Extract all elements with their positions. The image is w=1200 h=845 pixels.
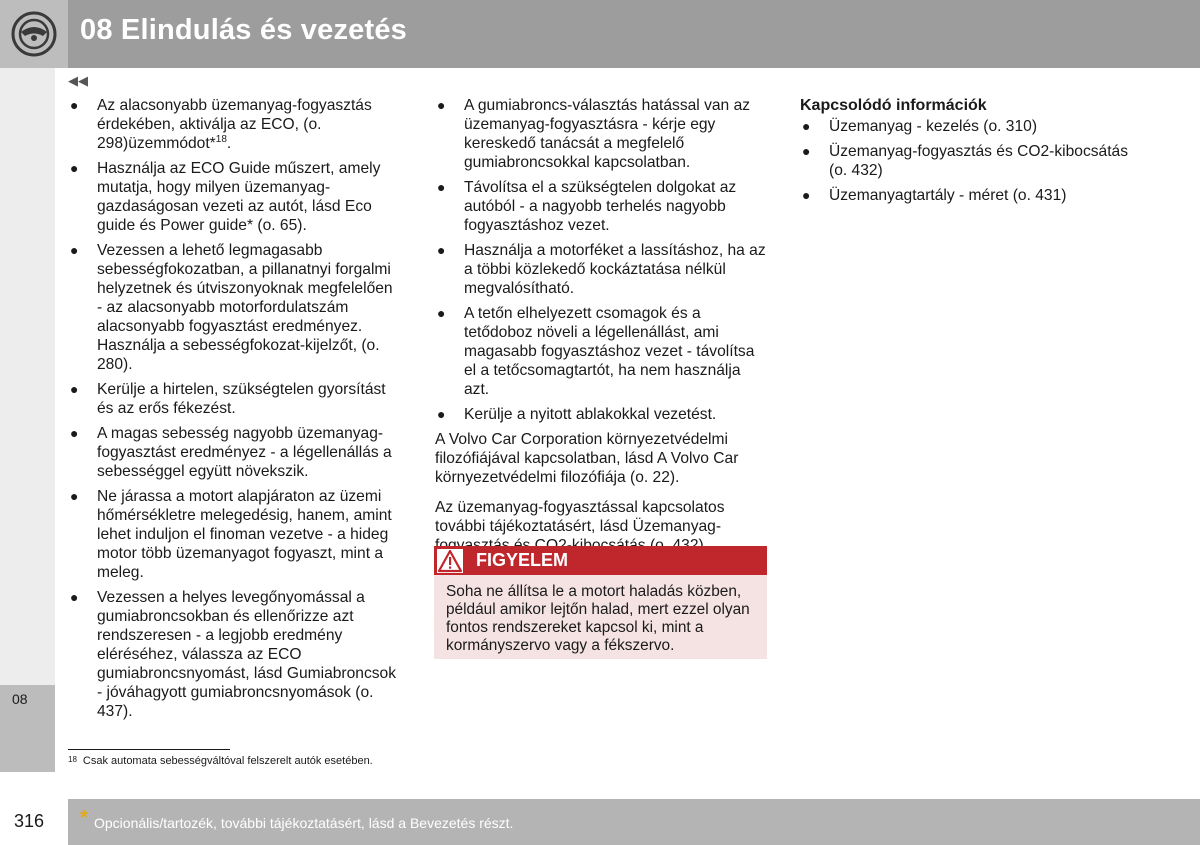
- bullet-text: Kerülje a hirtelen, szükségtelen gyorsítást és az erős fékezést.: [97, 381, 386, 417]
- bullet-text: A gumiabroncs-választás hatással van az üzemanyag-fogyasztásra - kérje egy kereskedő tanácsát a megfelelő gumiabroncsokkal kapcsolatban.: [464, 97, 751, 171]
- footnote-divider: [68, 749, 230, 750]
- footer-star: *: [80, 807, 88, 829]
- tips-list-middle: [435, 96, 767, 424]
- list-item: [435, 304, 767, 399]
- bullet-icon: ●: [70, 589, 79, 605]
- bullet-text: Kerülje a nyitott ablakokkal vezetést.: [464, 406, 717, 423]
- bullet-icon: ●: [802, 187, 811, 203]
- column-middle: [435, 96, 767, 566]
- chapter-tab-label: 08: [12, 691, 28, 707]
- bullet-icon: ●: [437, 305, 446, 321]
- bullet-icon: ●: [70, 381, 79, 397]
- footnote-ref[interactable]: 18: [215, 133, 227, 145]
- list-item: [68, 588, 398, 721]
- bullet-icon: ●: [70, 425, 79, 441]
- warning-icon-box: [437, 549, 463, 573]
- bullet-text: Az alacsonyabb üzemanyag-fogyasztás érdekében, aktiválja az ECO, (o. 298)üzemmódot*: [97, 97, 372, 152]
- warning-title: FIGYELEM: [476, 550, 569, 570]
- list-item: [68, 424, 398, 481]
- bullet-icon: ●: [437, 242, 446, 258]
- column-left: [68, 96, 398, 727]
- paragraph-environment: A Volvo Car Corporation környezetvédelmi filozófiájával kapcsolatban, lásd A Volvo Car környezetvédelmi filozófiája (o. 22).: [435, 431, 739, 486]
- related-link-item: [800, 186, 1130, 205]
- warning-header: [434, 546, 767, 575]
- page-header: [0, 0, 1200, 68]
- bullet-icon: ●: [802, 143, 811, 159]
- related-link[interactable]: Üzemanyag-fogyasztás és CO2-kibocsátás (o. 432): [829, 143, 1129, 179]
- related-info-heading: Kapcsolódó információk: [800, 97, 987, 114]
- related-link-item: [800, 142, 1130, 180]
- chapter-icon-box: [0, 0, 68, 68]
- warning-box: [434, 546, 767, 659]
- footer-text: Opcionális/tartozék, további tájékoztatásért, lásd a Bevezetés részt.: [94, 815, 514, 831]
- bullet-text: Távolítsa el a szükségtelen dolgokat az autóból - a nagyobb terhelés nagyobb fogyasztáshoz vezet.: [464, 179, 737, 234]
- related-link-item: [800, 117, 1130, 136]
- footnote-text: Csak automata sebességváltóval felszerelt autók esetében.: [82, 755, 373, 767]
- bullet-text: Vezessen a helyes levegőnyomással a gumiabroncsokban és ellenőrizze azt rendszeresen - a legjobb eredmény eléréséhez, válassza az ECO gumiabroncsnyomást, lásd Gumiabroncsok - jóváhagyott gumiabroncsnyomások (o. 437).: [97, 589, 397, 720]
- column-right: [800, 96, 1130, 211]
- bullet-text: Vezessen a lehető legmagasabb sebességfokozatban, a pillanatnyi forgalmi helyzetnek és útviszonyoknak megfelelően - az alacsonyabb motorfordulatszám alacsonyabb fogyasztást eredményez. Használja a sebességfokozat-kijelzőt, (o. 280).: [97, 242, 393, 373]
- related-link[interactable]: Üzemanyagtartály - méret (o. 431): [829, 187, 1067, 204]
- warning-triangle-icon: [437, 549, 463, 573]
- bullet-icon: ●: [437, 97, 446, 113]
- warning-text: Soha ne állítsa le a motort haladás közben, például amikor lejtőn halad, mert ezzel olyan fontos rendszereket kapcsol ki, mint a kormányszervo vagy a fékszervo.: [446, 583, 750, 654]
- bullet-icon: ●: [802, 118, 811, 134]
- bullet-icon: ●: [70, 488, 79, 504]
- list-item: [435, 178, 767, 235]
- list-item: [435, 241, 767, 298]
- back-arrows-icon[interactable]: ◀◀: [68, 73, 88, 88]
- bullet-icon: ●: [70, 242, 79, 258]
- chapter-title: 08 Elindulás és vezetés: [80, 14, 407, 46]
- chapter-tab[interactable]: [0, 685, 55, 772]
- bullet-text: A magas sebesség nagyobb üzemanyag-fogyasztást eredményez - a légellenállás a sebességgel együtt növekszik.: [97, 425, 392, 480]
- bullet-text: Használja az ECO Guide műszert, amely mutatja, hogy milyen üzemanyag-gazdaságosan vezeti az autót, lásd Eco guide és Power guide* (o. 65).: [97, 160, 381, 234]
- list-item: [68, 159, 398, 235]
- list-item: [68, 241, 398, 374]
- list-item: [435, 405, 767, 424]
- related-info-list: [800, 117, 1130, 205]
- bullet-text: A tetőn elhelyezett csomagok és a tetődoboz növeli a légellenállást, ami magasabb fogyasztáshoz vezet - távolítsa el a tetőcsomagtartót, ha nem használja azt.: [464, 305, 755, 398]
- list-item: [435, 96, 767, 172]
- related-link[interactable]: Üzemanyag - kezelés (o. 310): [829, 118, 1038, 135]
- bullet-text: Használja a motorféket a lassításhoz, ha az a többi közlekedő kockáztatása nélkül megvalósítható.: [464, 242, 766, 297]
- list-item: [68, 487, 398, 582]
- footnote-number: 18: [68, 755, 77, 764]
- page-number: 316: [14, 811, 45, 831]
- page-footer: [68, 799, 1200, 845]
- side-strip: [0, 68, 55, 772]
- bullet-icon: ●: [70, 97, 79, 113]
- tips-list-left: [68, 96, 398, 721]
- bullet-text: Ne járassa a motort alapjáraton az üzemi hőmérsékletre melegedésig, hanem, amint lehet induljon el finoman vezetve - a hideg motor több üzemanyagot fogyaszt, mint a meleg.: [97, 488, 392, 581]
- bullet-icon: ●: [70, 160, 79, 176]
- bullet-icon: ●: [437, 406, 446, 422]
- list-item: [68, 380, 398, 418]
- footnote: [68, 755, 373, 767]
- paragraph-fuel-info: Az üzemanyag-fogyasztással kapcsolatos további tájékoztatásért, lásd Üzemanyag-: [435, 499, 725, 535]
- steering-wheel-icon: [0, 0, 68, 68]
- list-item: [68, 96, 398, 153]
- bullet-icon: ●: [437, 179, 446, 195]
- bullet-text-tail: .: [226, 135, 232, 152]
